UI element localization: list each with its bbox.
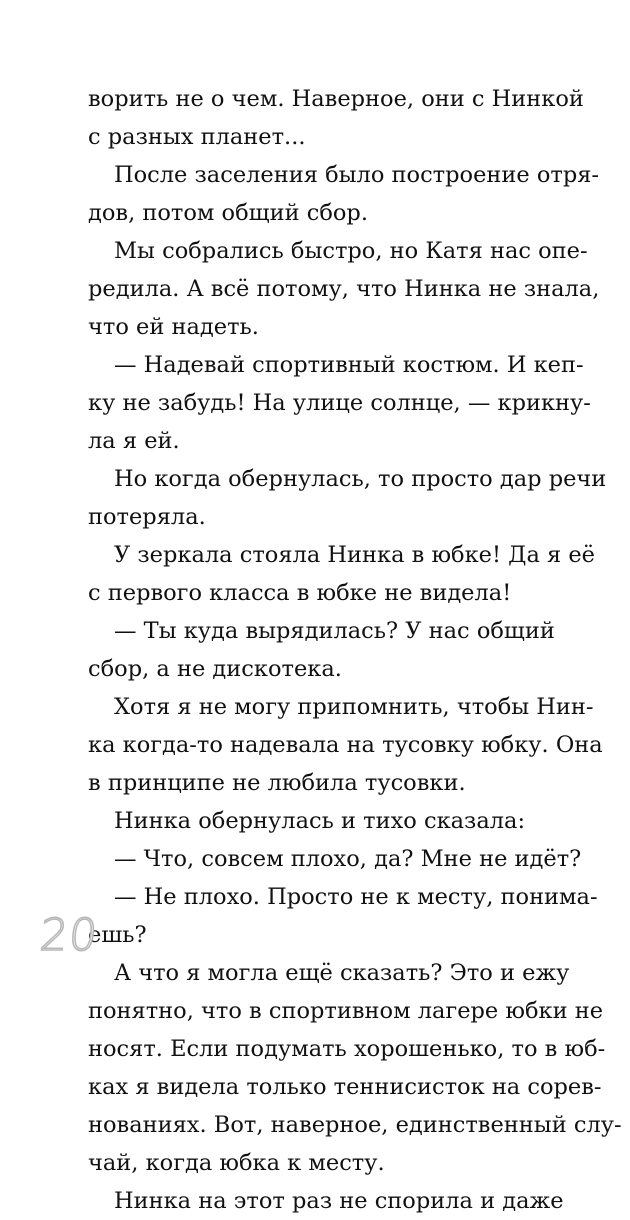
- text-line: чай, когда юбка к месту.: [88, 1150, 385, 1176]
- text-line: ка когда-то надевала на тусовку юбку. Она: [88, 732, 603, 758]
- text-line: с разных планет...: [88, 124, 306, 150]
- body-text: [88, 80, 622, 1220]
- text-line: А что я могла ещё сказать? Это и ежу: [114, 960, 570, 986]
- text-line: Нинка на этот раз не спорила и даже: [114, 1188, 564, 1214]
- text-line: в принципе не любила тусовки.: [88, 770, 466, 796]
- text-line: нованиях. Вот, наверное, единственный слу-: [88, 1112, 622, 1138]
- text-line: У зеркала стояла Нинка в юбке! Да я её: [114, 542, 595, 568]
- text-line: ку не забудь! На улице солнце, — крикну-: [88, 390, 591, 416]
- text-line: Мы собрались быстро, но Катя нас опе-: [114, 238, 588, 264]
- text-line: После заселения было построение отря-: [114, 162, 600, 188]
- text-line: Но когда обернулась, то просто дар речи: [114, 466, 607, 492]
- text-line: ешь?: [88, 922, 147, 948]
- text-line: носят. Если подумать хорошенько, то в юб-: [88, 1036, 606, 1062]
- text-line: — Ты куда вырядилась? У нас общий: [114, 618, 555, 644]
- text-line: Нинка обернулась и тихо сказала:: [114, 808, 526, 834]
- text-line: — Надевай спортивный костюм. И кеп-: [114, 352, 584, 378]
- text-line: что ей надеть.: [88, 314, 259, 340]
- text-line: ворить не о чем. Наверное, они с Нинкой: [88, 86, 584, 112]
- text-line: сбор, а не дискотека.: [88, 656, 342, 682]
- text-line: — Что, совсем плохо, да? Мне не идёт?: [114, 846, 582, 872]
- page-number: 20: [37, 910, 101, 961]
- text-line: ла я ей.: [88, 428, 180, 454]
- text-line: Хотя я не могу припомнить, чтобы Нин-: [114, 694, 594, 720]
- text-line: ках я видела только теннисисток на сорев-: [88, 1074, 602, 1100]
- text-line: понятно, что в спортивном лагере юбки не: [88, 998, 604, 1024]
- text-line: потеряла.: [88, 504, 206, 530]
- text-line: — Не плохо. Просто не к месту, понима-: [114, 884, 598, 910]
- text-line: редила. А всё потому, что Нинка не знала,: [88, 276, 600, 302]
- text-line: дов, потом общий сбор.: [88, 200, 368, 226]
- text-line: с первого класса в юбке не видела!: [88, 580, 512, 606]
